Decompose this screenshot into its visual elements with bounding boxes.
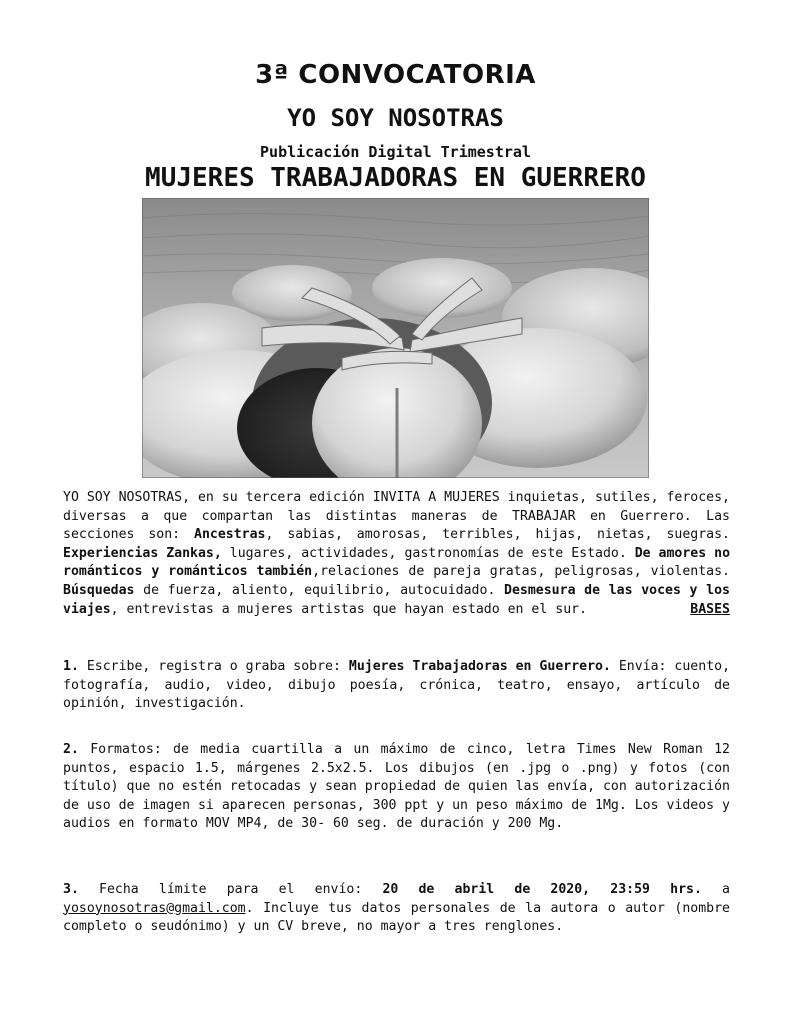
deadline-date: 20 de abril de 2020, 23:59 hrs. [382, 882, 702, 897]
section-amores: De amores no románticos y románticos también [63, 545, 731, 580]
section-desmesura: Desmesura de las voces y los viajes [63, 582, 730, 617]
rule-1-number: 1. [63, 659, 79, 674]
section-ancestras: Ancestras [194, 527, 266, 543]
section-experiencias: Experiencias Zankas, [63, 545, 222, 561]
rule-2-text: Formatos: de media cuartilla a un máximo de cinco, letra Times New Roman 12 puntos, espacio 1.5, márgenes 2.5x2.5. Los dibujos (en .jpg o .png) y fotos (con título) que no estén retocadas y sean propiedad de quien las envía, con autorización de uso de imagen si aparecen personas, 300 ppt y un peso máximo de 1Mg. Los videos y audios en formato MOV MP4, de 30- 60 seg. de duración y 200 Mg. [63, 742, 730, 832]
rule-1 [63, 658, 730, 714]
cover-photo [142, 198, 649, 478]
intro-text-6: , entrevistas a mujeres artistas que hayan estado en el sur. [110, 601, 588, 617]
convocatoria-heading: 3ª CONVOCATORIA [255, 60, 536, 90]
rule-3-number: 3. [63, 882, 79, 897]
rule-3-text-post: . Incluye tus datos personales de la autora o autor (nombre completo o seudónimo) y un CV breve, no mayor a tres renglones. [63, 900, 730, 935]
intro-text-4: ,relaciones de pareja gratas, peligrosas, violentas. [312, 564, 730, 580]
rule-2-number: 2. [63, 742, 79, 757]
intro-text-2: , sabias, amorosas, terribles, hijas, nietas, suegras. [265, 527, 730, 543]
intro-paragraph [63, 489, 730, 619]
project-title: YO SOY NOSOTRAS [287, 104, 504, 132]
bases-heading: BASES [690, 601, 730, 617]
cover-photo-drawing [142, 198, 649, 478]
intro-text-3: lugares, actividades, gastronomías de este Estado. [221, 545, 635, 561]
intro-text-5: de fuerza, aliento, equilibrio, autocuidado. [134, 582, 505, 598]
rule-1-topic: Mujeres Trabajadoras en Guerrero. [348, 659, 611, 674]
rule-2 [63, 741, 730, 834]
rule-3-text-pre: Fecha límite para el envío: [78, 882, 383, 897]
publication-subtitle: Publicación Digital Trimestral [260, 143, 531, 161]
rule-1-text-post: Envía: cuento, fotografía, audio, video, dibujo poesía, crónica, teatro, ensayo, artículo de opinión, investigación. [63, 659, 731, 712]
rule-3 [63, 881, 730, 937]
section-busquedas: Búsquedas [63, 582, 135, 598]
intro-text-1: YO SOY NOSOTRAS, en su tercera edición INVITA A MUJERES inquietas, sutiles, feroces, diversas a que compartan las distintas maneras de TRABAJAR en Guerrero. Las secciones son: [63, 490, 730, 543]
rule-1-text-pre: Escribe, registra o graba sobre: [78, 659, 349, 674]
theme-title: MUJERES TRABAJADORAS EN GUERRERO [145, 163, 646, 193]
contact-email-link[interactable]: yosoynosotras@gmail.com [63, 900, 246, 916]
rule-3-text-mid: a [701, 882, 730, 897]
